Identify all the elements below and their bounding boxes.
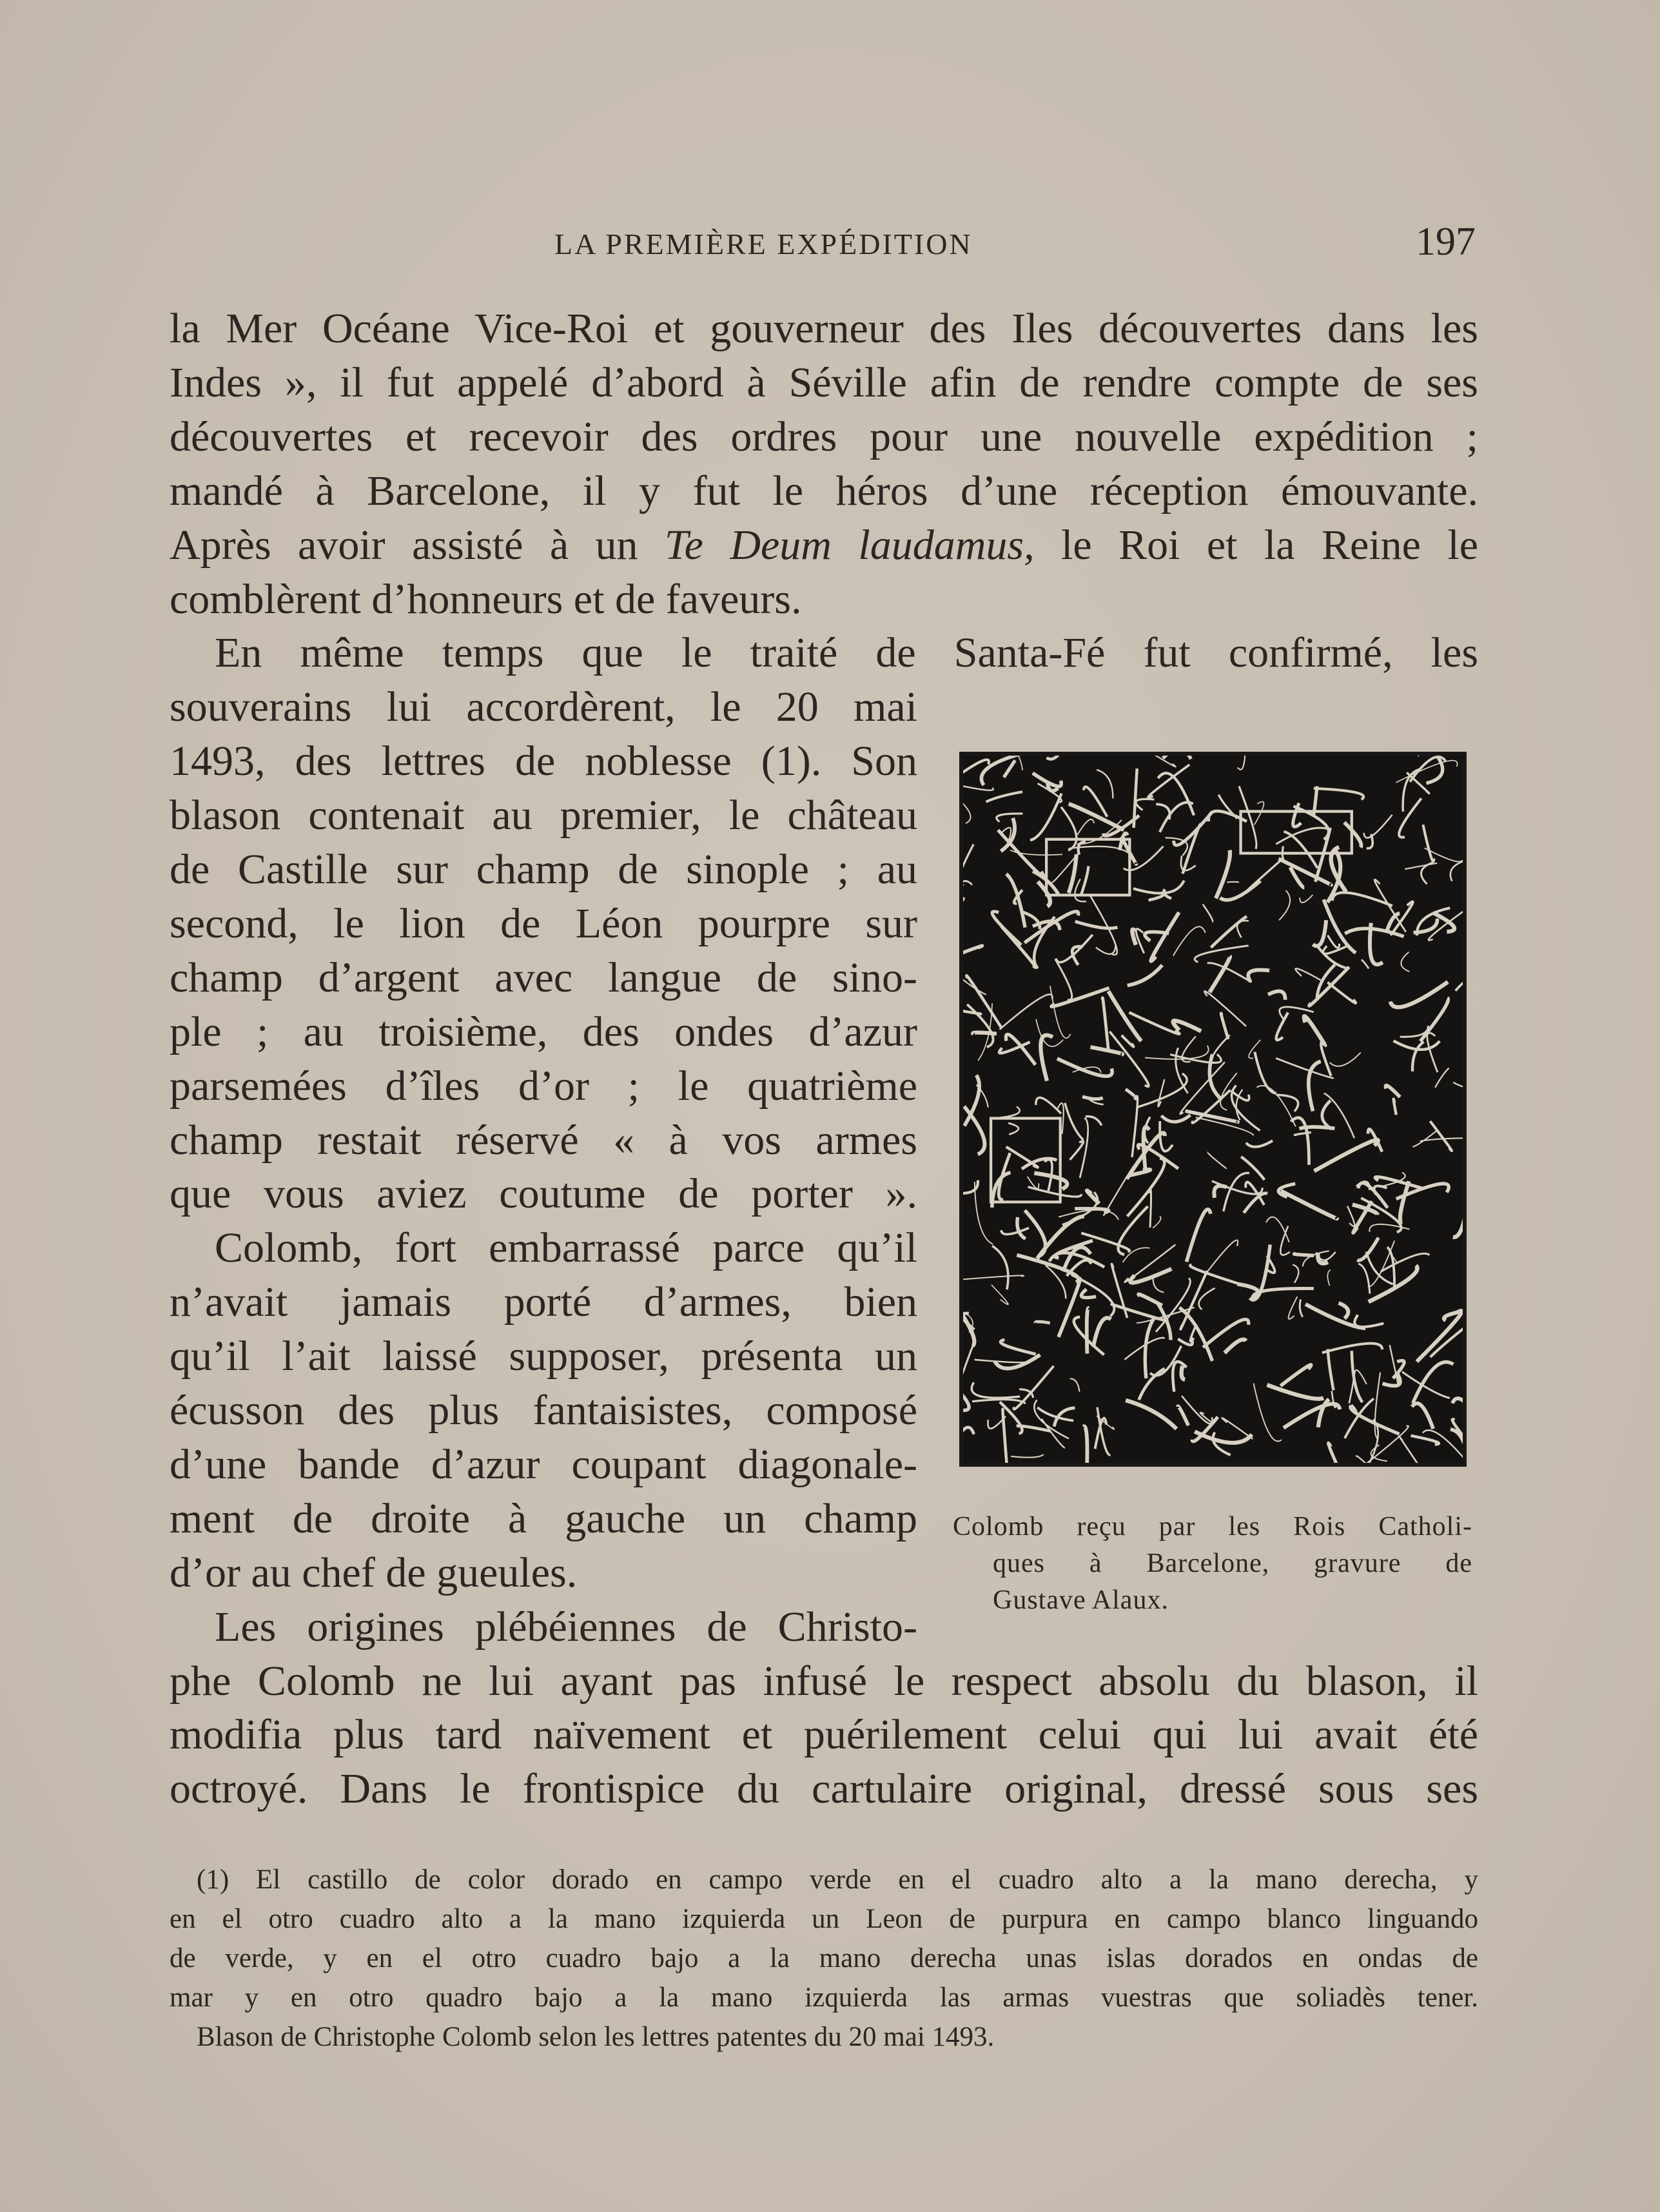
body-line: 1493, des lettres de noblesse (1). Son	[170, 738, 917, 785]
body-line: de Castille sur champ de sinople ; au	[170, 846, 917, 893]
engraving-stroke	[1254, 1384, 1282, 1442]
engraving-stroke	[1322, 1101, 1332, 1129]
engraving-stroke	[1369, 1224, 1409, 1232]
engraving-stroke	[1227, 882, 1238, 883]
engraving-stroke	[1051, 988, 1109, 1006]
engraving-stroke	[1385, 1086, 1400, 1097]
engraving-stroke	[1225, 1340, 1246, 1353]
body-line: d’une bande d’azur coupant diagonale-	[170, 1440, 917, 1488]
engraving-stroke	[973, 1033, 997, 1034]
engraving-stroke	[1028, 1187, 1082, 1197]
engraving-stroke	[963, 845, 973, 886]
body-line: Colomb, fort embarrassé parce qu’il	[215, 1224, 917, 1272]
engraving-stroke	[1359, 1426, 1408, 1463]
engraving-stroke	[1001, 1228, 1029, 1235]
engraving-stroke	[1216, 850, 1230, 899]
body-line: champ restait réservé « à vos armes	[170, 1116, 917, 1164]
engraving-stroke	[1405, 863, 1437, 869]
body-line: Les origines plébéiennes de Christo-	[215, 1603, 917, 1650]
body-line: découvertes et recevoir des ordres pour une nouvelle expédition ;	[170, 413, 1478, 460]
engraving-stroke	[963, 881, 972, 949]
engraving-stroke	[1036, 1097, 1061, 1113]
engraving-stroke	[1203, 905, 1213, 922]
engraving-stroke	[964, 1106, 985, 1154]
footnote-line: de verde, y en el otro cuadro bajo a la mano derecha unas islas dorados en ondas de	[170, 1943, 1478, 1973]
engraving-stroke	[1077, 819, 1094, 835]
engraving-stroke	[1300, 895, 1313, 903]
engraving-stroke	[1017, 1217, 1026, 1239]
engraving-stroke	[1354, 1370, 1367, 1384]
engraving-stroke	[1289, 1297, 1298, 1319]
engraving-stroke	[1279, 890, 1290, 920]
engraving-stroke	[1352, 1351, 1363, 1402]
engraving-stroke	[1004, 760, 1015, 777]
engraving-stroke	[1412, 1404, 1433, 1429]
engraving-stroke	[1268, 991, 1285, 999]
body-line	[170, 518, 1478, 573]
engraving-stroke	[963, 1427, 974, 1434]
engraving-stroke	[1293, 1265, 1298, 1283]
page-number: 197	[1416, 220, 1476, 264]
engraving-stroke	[997, 814, 1023, 822]
engraving-stroke	[1450, 860, 1463, 881]
body-line: d’or au chef de gueules.	[170, 1549, 578, 1596]
engraving-stroke	[1327, 1269, 1330, 1286]
engraving-stroke	[1330, 1053, 1361, 1066]
engraving-stroke	[1161, 1115, 1190, 1122]
engraving-stroke	[1158, 1079, 1164, 1106]
engraving-stroke	[1070, 1141, 1084, 1160]
engraving-stroke	[1423, 1430, 1463, 1461]
engraving-stroke	[1047, 756, 1083, 759]
engraving-stroke	[1040, 1035, 1053, 1081]
engraving-stroke	[1173, 1021, 1201, 1031]
engraving-stroke	[1327, 983, 1356, 1003]
body-line: que vous aviez coutume de porter ».	[170, 1170, 917, 1218]
footnote-line: (1) El castillo de color dorado en campo verde en el cuadro alto a la mano derecha, y	[197, 1865, 1478, 1895]
engraving-stroke	[1000, 994, 1053, 1029]
engraving-stroke	[1453, 1201, 1463, 1237]
body-line: second, le lion de Léon pourpre sur	[170, 899, 917, 947]
engraving-stroke	[963, 783, 993, 790]
body-line: qu’il l’ait laissé supposer, présenta un	[170, 1333, 917, 1380]
body-line: phe Colomb ne lui ayant pas infusé le respect absolu du blason, il	[170, 1657, 1478, 1705]
engraving-stroke	[1187, 1209, 1211, 1262]
engraving-stroke	[1102, 998, 1108, 1052]
body-line: blason contenait au premier, le château	[170, 792, 917, 839]
engraving-stroke	[1407, 772, 1429, 793]
body-line: comblèrent d’honneurs et de faveurs.	[170, 575, 802, 623]
engraving-stroke	[1248, 860, 1281, 890]
engraving-stroke	[975, 1360, 1030, 1362]
engraving-stroke	[1133, 881, 1184, 894]
body-line: modifia plus tard naïvement et puérilement celui qui lui avait été	[170, 1711, 1478, 1759]
body-text-segment: le Roi et la Reine le	[1034, 521, 1478, 569]
engraving-stroke	[963, 946, 982, 964]
engraving-stroke	[1123, 756, 1175, 767]
engraving-stroke	[1412, 1042, 1423, 1072]
caption-line: ques à Barcelone, gravure de	[993, 1549, 1472, 1578]
engraving-stroke	[1136, 929, 1144, 954]
engraving-stroke	[1430, 1121, 1452, 1151]
engraving-stroke	[1001, 1340, 1036, 1354]
engraving-stroke	[963, 1340, 975, 1394]
engraving-stroke	[1180, 1062, 1225, 1114]
engraving-stroke	[1400, 1181, 1409, 1222]
body-text-segment: Après avoir assisté à un	[170, 521, 665, 569]
engraving-stroke	[1391, 982, 1448, 1007]
engraving-stroke	[1153, 1217, 1160, 1228]
engraving-stroke	[1195, 946, 1248, 963]
engraving-stroke	[1427, 1033, 1438, 1072]
engraving-stroke	[1401, 952, 1409, 972]
engraving-stroke	[1218, 795, 1237, 819]
engraving-stroke	[1128, 965, 1162, 986]
engraving-stroke	[1295, 968, 1320, 980]
engraving-stroke	[1207, 963, 1252, 983]
engraving-stroke	[1345, 1398, 1374, 1438]
engraving-stroke	[1300, 1299, 1302, 1316]
engraving-stroke	[1093, 1318, 1111, 1347]
engraving-stroke	[1054, 1408, 1075, 1427]
engraving-stroke	[1294, 1254, 1314, 1256]
engraving-stroke	[1082, 1097, 1103, 1099]
engraving-stroke	[1364, 815, 1392, 838]
engraving-stroke	[1138, 1294, 1162, 1305]
engraving-stroke	[1276, 828, 1327, 844]
engraving-stroke	[972, 1382, 1020, 1398]
engraving-stroke	[1186, 1111, 1238, 1122]
engraving-stroke	[963, 887, 964, 899]
engraving-stroke	[1394, 1099, 1396, 1115]
engraving-stroke	[1070, 1378, 1080, 1391]
footnote-line: Blason de Christophe Colomb selon les lettres patentes du 20 mai 1493.	[197, 2022, 995, 2052]
engraving-stroke	[1313, 920, 1327, 946]
engraving-stroke	[1256, 1086, 1295, 1126]
engraving-stroke	[1014, 1366, 1054, 1409]
engraving-stroke	[963, 1367, 969, 1411]
engraving-stroke	[1315, 828, 1330, 882]
engraving-stroke	[1081, 866, 1088, 896]
engraving-stroke	[1179, 1307, 1212, 1361]
engraving-stroke	[1178, 1406, 1188, 1425]
engraving-stroke	[1333, 892, 1392, 906]
engraving-stroke	[996, 1107, 1020, 1119]
engraving-stroke	[1057, 1059, 1112, 1076]
body-line: En même temps que le traité de Santa-Fé fut confirmé, les	[215, 629, 1478, 677]
engraving-stroke	[1182, 825, 1200, 874]
engraving-stroke	[963, 1275, 1024, 1280]
body-line: Indes », il fut appelé d’abord à Séville afin de rendre compte de ses	[170, 358, 1478, 406]
engraving-stroke	[1339, 1303, 1349, 1318]
engraving-stroke	[1347, 1206, 1354, 1227]
engraving-stroke	[1309, 1061, 1321, 1111]
body-line: écusson des plus fantaisistes, composé	[170, 1387, 917, 1434]
engraving-stroke	[1423, 825, 1434, 861]
body-line: mandé à Barcelone, il y fut le héros d’une réception émouvante.	[170, 467, 1478, 514]
body-line: champ d’argent avec langue de sino-	[170, 954, 917, 1001]
engraving-stroke	[1431, 1321, 1463, 1357]
engraving-stroke	[1030, 794, 1062, 840]
engraving-stroke	[1209, 956, 1230, 992]
footnote-line: mar y en otro quadro bajo a la mano izquierda las armas vuestras que soliadès tener.	[170, 1982, 1478, 2013]
engraving-stroke	[1281, 1191, 1337, 1219]
body-line: souverains lui accordèrent, le 20 mai	[170, 683, 917, 731]
engraving-stroke	[1411, 1436, 1439, 1445]
engraving-stroke	[1089, 894, 1117, 955]
engraving-stroke	[1173, 1362, 1186, 1392]
engraving-stroke	[1246, 1140, 1273, 1147]
engraving-stroke	[1173, 926, 1206, 955]
engraving-stroke	[1055, 959, 1072, 1000]
engraving-stroke	[1163, 756, 1191, 759]
engraving-stroke	[1453, 1082, 1463, 1091]
engraving-stroke	[1321, 1042, 1331, 1076]
engraving-stroke	[1006, 1147, 1038, 1168]
engraving-stroke	[1221, 1013, 1228, 1039]
engraving-stroke	[1130, 1269, 1171, 1282]
engraving-stroke	[1153, 1277, 1164, 1293]
engraving-stroke	[1149, 1189, 1151, 1228]
engraving-stroke	[1204, 991, 1246, 1026]
engraving-stroke	[1081, 1289, 1096, 1298]
body-line: parsemées d’îles d’or ; le quatrième	[170, 1062, 917, 1110]
engraving-stroke	[1358, 1264, 1370, 1293]
engraving-stroke	[1304, 1016, 1325, 1045]
engraving-stroke	[1314, 1140, 1378, 1171]
engraving-stroke	[1267, 1385, 1323, 1399]
engraving-stroke	[1362, 959, 1369, 968]
engraving-stroke	[1182, 1366, 1185, 1380]
engraving-stroke	[986, 792, 1022, 802]
running-title: LA PREMIÈRE EXPÉDITION	[554, 228, 973, 260]
engraving-stroke	[1160, 1121, 1173, 1151]
body-line: ment de droite à gauche un champ	[170, 1494, 917, 1542]
engraving-stroke	[1232, 1085, 1260, 1130]
engraving-stroke	[1065, 1103, 1084, 1140]
engraving-stroke	[1278, 859, 1331, 885]
caption-line: Colomb reçu par les Rois Catholi-	[953, 1512, 1472, 1542]
body-line: n’avait jamais porté d’armes, bien	[170, 1278, 917, 1326]
engraving-stroke	[1328, 1349, 1334, 1391]
engraving-stroke	[1387, 914, 1400, 932]
engraving-stroke	[1318, 1399, 1329, 1427]
engraving-stroke	[1145, 1317, 1155, 1378]
engraving-stroke	[1122, 1035, 1134, 1047]
engraving-stroke	[992, 1246, 1008, 1289]
engraving-stroke	[1291, 1118, 1309, 1165]
engraving-stroke	[1211, 916, 1247, 947]
engraving-stroke	[1324, 1093, 1354, 1138]
body-line: ple ; au troisième, des ondes d’azur	[170, 1008, 917, 1055]
italic-title: Te Deum laudamus,	[664, 521, 1035, 569]
engraving-stroke	[1456, 975, 1463, 990]
engraving-stroke	[1238, 756, 1245, 770]
engraving-stroke	[1136, 799, 1154, 810]
footnote-line: en el otro cuadro alto a la mano izquierda un Leon de purpura en campo blanco linguando	[170, 1904, 1478, 1934]
engraving-stroke	[1241, 1157, 1264, 1180]
engraving-stroke	[1126, 1089, 1135, 1097]
engraving-stroke	[1008, 1123, 1019, 1135]
engraving-stroke	[1011, 1454, 1044, 1458]
woodcut-illustration	[959, 752, 1467, 1467]
body-line: octroyé. Dans le frontispice du cartulaire original, dressé sous ses	[170, 1765, 1478, 1813]
engraving-stroke	[1061, 807, 1077, 850]
engraving-stroke	[1109, 1032, 1149, 1086]
engraving-stroke	[1075, 921, 1118, 928]
engraving-stroke	[991, 1285, 1008, 1305]
engraving-stroke	[1091, 1047, 1123, 1054]
caption-line: Gustave Alaux.	[993, 1585, 1169, 1615]
engraving-stroke	[1328, 935, 1340, 948]
engraving-stroke	[1255, 801, 1264, 825]
engraving-stroke	[1280, 1365, 1311, 1386]
engraving-stroke	[1284, 1404, 1340, 1427]
engraving-stroke	[1328, 1443, 1348, 1463]
engraving-stroke	[1096, 945, 1116, 954]
engraving-stroke	[1069, 804, 1124, 830]
body-line: la Mer Océane Vice-Roi et gouverneur des Iles découvertes dans les	[170, 305, 1478, 352]
engraving-stroke	[1399, 1436, 1426, 1463]
woodcut-engraving	[963, 756, 1463, 1463]
engraving-stroke	[1214, 1186, 1226, 1197]
engraving-stroke	[1097, 770, 1113, 798]
engraving-stroke	[963, 774, 971, 823]
engraving-stroke	[1050, 986, 1071, 1038]
engraving-stroke	[1208, 1152, 1227, 1168]
engraving-stroke	[1126, 1400, 1177, 1429]
engraving-stroke	[1132, 1096, 1138, 1157]
engraving-stroke	[1087, 1308, 1089, 1354]
engraving-stroke	[1361, 1198, 1401, 1232]
engraving-stroke	[1207, 1240, 1238, 1271]
engraving-stroke	[1203, 1319, 1249, 1347]
engraving-stroke	[1035, 1322, 1050, 1323]
engraving-stroke	[1190, 1265, 1252, 1287]
engraving-stroke	[1083, 1426, 1087, 1463]
engraving-stroke	[963, 1180, 978, 1193]
engraving-stroke	[1199, 1288, 1215, 1309]
engraving-stroke	[992, 912, 1021, 945]
engraving-stroke	[1354, 1315, 1383, 1327]
engraving-stroke	[1314, 788, 1363, 799]
engraving-stroke	[1390, 1345, 1399, 1385]
engraving-stroke	[1248, 970, 1269, 981]
